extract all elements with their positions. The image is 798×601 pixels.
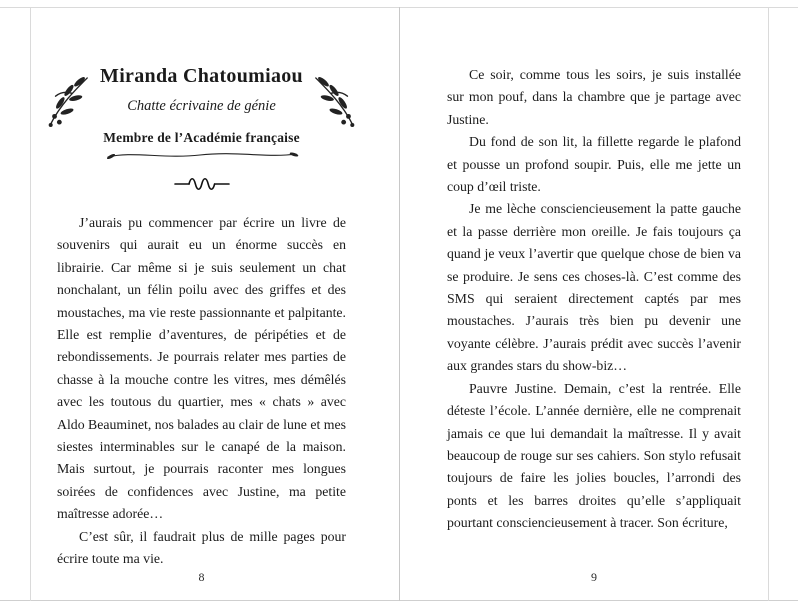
page-number-right: 9	[591, 570, 597, 584]
book-title: Miranda Chatoumiaou	[100, 65, 303, 87]
body-paragraph: Je me lèche consciencieusement la patte gauche et la passe derrière mon oreille. Je fais toujours ça quand je veux l’avertir que quelque chose de bien va se produire. Je sens ces choses-là. C’est comme des SMS qui seraient directement captés par mes moustaches. J’aurais très bien pu devenir une voyante célèbre. J’aurais prédit avec succès l’avenir aux grandes stars du show-biz…	[447, 201, 741, 374]
page-left	[31, 0, 399, 601]
page-edge-right-line	[768, 7, 769, 601]
body-paragraph: C’est sûr, il faudrait plus de mille pages pour écrire toute ma vie.	[57, 528, 346, 567]
body-paragraph: J’aurais pu commencer par écrire un livre de souvenirs qui aurait eu un énorme succès en librairie. Car même si je suis seulement un chat nonchalant, un félin poilu avec des griffes et des moustaches, ma vie reste passionnante et palpitante. Elle est remplie d’aventures, de péripéties et de rebondissements. Je pourrais relater mes parties de chasse à la mouche contre les vitres, mes démêlés avec les toutous du quartier, mes « chats » avec Aldo Beauminet, nos balades au clair de lune et mes siestes interminables sur le canapé de la maison. Mais surtout, je pourrais raconter mes longues soirées de confidences avec Justine, ma petite maîtresse adorée…	[57, 215, 346, 522]
left-page-body	[57, 212, 346, 571]
body-paragraph: Du fond de son lit, la fillette regarde le plafond et pousse un profond soupir. Puis, elle me jette un coup d’œil triste.	[447, 134, 741, 195]
olive-branch-left-icon	[43, 72, 93, 135]
squiggle-divider-icon	[57, 175, 346, 193]
page-number-left: 8	[198, 570, 205, 584]
olive-branch-right-icon	[310, 72, 360, 135]
chapter-header	[57, 0, 346, 193]
body-paragraph: Pauvre Justine. Demain, c’est la rentrée. Elle déteste l’école. L’année dernière, elle ne comprenait jamais ce que lui demandait la maîtresse. Il y avait beaucoup de rouge sur ses cahiers. Son stylo refusait toujours de faire les jolies boucles, l’arrondi des ponts et les barres droites qu’elle s’appliquait pourtant consciencieusement à tracer. Son écriture,	[447, 380, 741, 531]
book-subtitle: Chatte écrivaine de génie	[127, 98, 276, 114]
affiliation-line: Membre de l’Académie française	[103, 130, 300, 145]
body-paragraph: Ce soir, comme tous les soirs, je suis installée sur mon pouf, dans la chambre que je partage avec Justine.	[447, 67, 741, 127]
page-right	[400, 0, 768, 601]
right-page-body	[447, 0, 741, 535]
calligraphic-flourish-icon	[57, 148, 346, 162]
